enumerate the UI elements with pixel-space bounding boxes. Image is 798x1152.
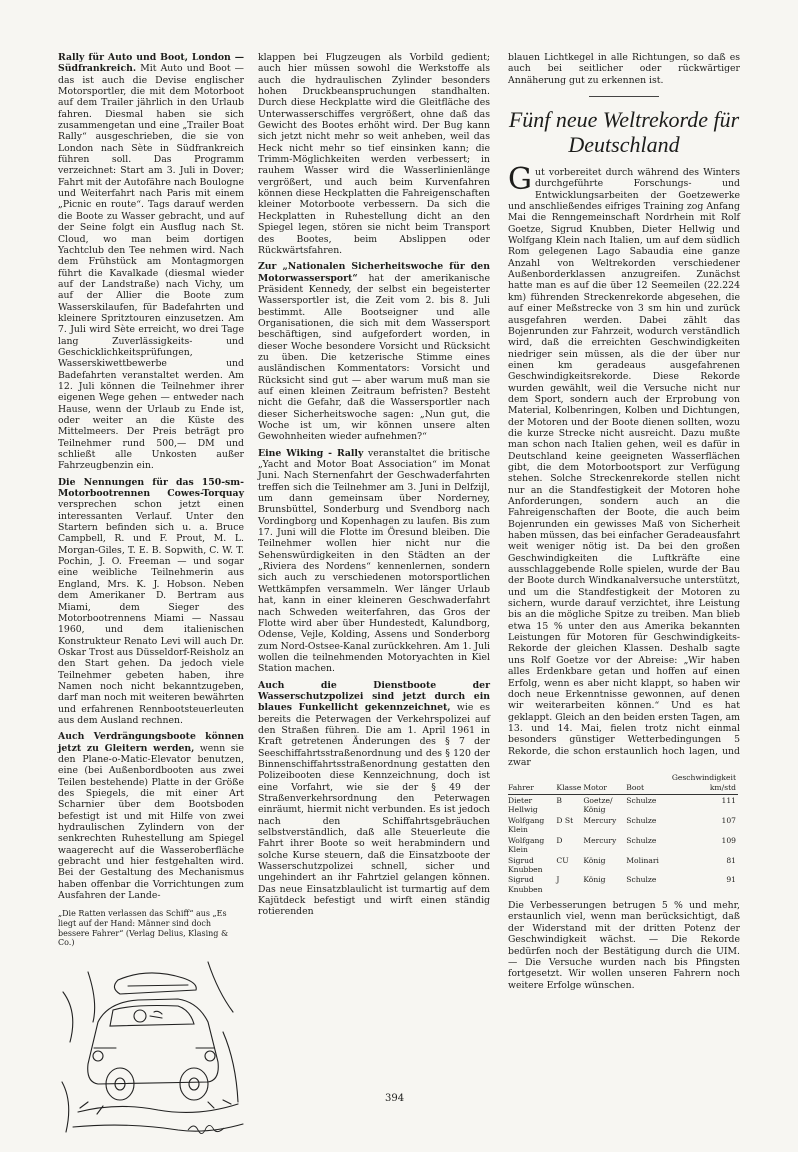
table-cell: Mercury (583, 835, 617, 845)
table-cell: D St (556, 815, 574, 825)
table-cell: 91 (726, 875, 736, 885)
table-cell: 109 (721, 835, 736, 845)
table-header: Klasse (556, 773, 583, 794)
table-cell: Schulze (626, 815, 657, 825)
article-police-boats (258, 680, 490, 918)
article-heading: Eine Wiking - Rally (258, 447, 364, 459)
article-cowes-torquay (58, 477, 244, 727)
table-header: Boot (626, 773, 661, 794)
article-plane-o-matic (58, 731, 244, 901)
table-cell: König (583, 875, 606, 885)
table-cell: Wolfgang Klein (508, 835, 545, 855)
table-row (508, 855, 738, 875)
article-title: Fünf neue Weltrekorde für Deutschland (508, 107, 740, 158)
table-header: Geschwindigkeit km/std (661, 773, 738, 794)
article-body: versprechen schon jetzt einen interessanten Verlauf. Unter den Startern befinden sich u. a. Bruce Campbell, R. und F. Prout, M. L. Morgan-Giles, T. E. B. Sopwith, C. W. T. Pochin, J. O. Freeman — und sogar eine weibliche Teilnehmerin aus England, Mrs. K. J. Hobson. Neben dem Amerikaner D. Bertram aus Miami, dem Sieger des Motorbootrennens Miami — Nassau 1960, und dem italienischen Konstrukteur Renato Levi will auch Dr. Oskar Trost aus Düsseldorf-Reisholz an den Start gehen. Da jedoch viele Teilnehmer gebeten haben, ihre Namen noch nicht bekanntzugeben, darf man noch mit weiteren bewährten und erfahrenen Rennbootsteuerleuten aus dem Ausland rechnen. (58, 499, 244, 726)
article-heading: Auch die Dienstboote der Wasserschutzpolizei sind jetzt durch ein blaues Funkellicht gekennzeichnet, (258, 679, 490, 714)
column-right (508, 52, 740, 996)
table-cell: Goetze/ König (583, 796, 613, 815)
table-row (508, 835, 738, 855)
cartoon-caption: „Die Ratten verlassen das Schiff“ aus „Es liegt auf der Hand: Männer sind doch bessere Fahrer“ (Verlag Delius, Klasing & Co.) (58, 909, 229, 948)
article-records-conclusion: Die Verbesserungen betrugen 5 % und mehr, erstaunlich viel, wenn man berücksichtigt, daß der Widerstand mit der dritten Potenz der Geschwindigkeit wächst. — Die Rekorde bedürfen noch der Bestätigung durch die UIM. — Die Versuche wurden nach bis Pfingsten fortgesetzt. Wir wollen unseren Fahrern noch weitere Erfolge wünschen. (508, 900, 740, 991)
article-body: wenn sie den Plane-o-Matic-Elevator benutzen, eine (bei Außenbordbooten aus zwei Teilen bestehende) Platte in der Größe des Spiegels, die mit einer Art Scharnier über dem Bootsboden befestigt ist und mit Hilfe von zwei hydraulischen Zylindern von der senkrechten Ruhestellung am Spiegel waagerecht auf die Wasseroberfläche gebracht und hier festgehalten wird. Bei der Gestaltung des Mechanismus haben offenbar die Vorrichtungen zum Ausfahren der Lande- (58, 742, 244, 902)
article-trailer-rally (58, 52, 244, 472)
table-cell: D (556, 835, 563, 845)
article-body: hat der amerikanische Präsident Kennedy, der selbst ein begeisterter Wassersportler ist, die Zeit vom 2. bis 8. Juli bestimmt. Alle Bootseigner und alle Organisationen, die sich mit dem Wassersport beschäftigen, sind aufgefordert worden, in dieser Woche besondere Vorsicht und Rücksicht zu üben. Die ketzerische Stimme eines ausländischen Kommentators: Vorsicht und Rücksicht sind gut — aber warum muß man sie auf einen kleinen Zeitraum befristen? Besteht nicht die Gefahr, daß die Wassersportler nach dieser Sicherheitswoche sagen: „Nun gut, die Woche ist um, wir können unsere alten Gewohnheiten wieder aufnehmen?“ (258, 272, 490, 443)
table-cell: 81 (726, 855, 736, 865)
table-cell: J (556, 875, 560, 885)
table-cell: CU (556, 855, 569, 865)
records-table (508, 773, 738, 894)
table-cell: Molinari (626, 855, 659, 865)
table-row (508, 795, 738, 815)
table-cell: 107 (721, 815, 736, 825)
table-cell: Wolfgang Klein (508, 815, 545, 835)
table-cell: 111 (721, 796, 736, 806)
cartoon-illustration (58, 952, 244, 1152)
table-cell: Sigrud Knubben (508, 855, 543, 874)
table-cell: Sigrud Knubben (508, 875, 543, 894)
table-header: Fahrer (508, 773, 556, 794)
table-cell: Schulze (626, 796, 657, 806)
article-heading: Rally für Auto und Boot, London — Südfrankreich. (58, 52, 244, 75)
article-body: Mit Auto und Boot — das ist auch die Devise englischer Motorsportler, die mit dem Motorboot auf dem Trailer jährlich in den Urlaub fahren. Diesmal haben sie sich zusammengetan und eine „Trailer Boat Rally“ ausgeschrieben, die sie von London nach Sète in Südfrankreich führen soll. Das Programm verzeichnet: Start am 3. Juli in Dover; Fahrt mit der Autofähre nach Boulogne und Weiterfahrt nach Paris mit einem „Picnic en route“. Tags darauf werden die Boote zu Wasser gebracht, und auf der Seine folgt ein Ausflug nach St. Cloud, wo man beim dortigen Yachtclub den Tee nehmen wird. Nach dem Frühstück am Montagmorgen führt die Kavalkade (diesmal wieder auf der Landstraße) nach Vichy, um auf der Allier die Boote zum Wasserskilaufen, für Badefahrten und kleinere Spritztouren einzusetzen. Am 7. Juli wird Sète erreicht, wo drei Tage lang Zuverlässigkeits- und Geschicklichkeitsprüfungen, Wasserskiwettbewerbe und Badefahrten veranstaltet werden. Am 12. Juli können die Teilnehmer ihrer eigenen Wege gehen — entweder nach Hause, wenn der Urlaub zu Ende ist, oder weiter an die Küste des Mittelmeers. Der Preis beträgt pro Teilnehmer rund 500,— DM und schließt alle Unkosten außer Fahrzeugbenzin ein. (58, 63, 244, 472)
table-cell: König (583, 855, 606, 865)
article-body: ut vorbereitet durch während des Winters durchgeführte Forschungs- und Entwicklungsarbeiten der Goetzewerke und anschließendes eifriges Training zog Anfang Mai die Renngemeinschaft Nordrhein mit Rolf Goetze, Sigrud Knubben, Dieter Hellwig und Wolfgang Klein nach Italien, um auf dem südlich Rom gelegenen Lago Sabaudia eine ganze Anzahl von Weltrekorden verschiedener Außenborderklassen anzugreifen. Zunächst hatte man es auf die über 12 Seemeilen (22.224 km) führenden Streckenrekorde abgesehen, die auf einer Meßstrecke von 3 sm hin und zurück ausgefahren werden. Dabei zählt das Bojenrunden zur Fahrzeit, wodurch verständlich wird, daß die erreichten Geschwindigkeiten niedriger sein müssen, als die der über nur einen km geradeaus ausgefahrenen Geschwindigkeitsrekorde. Diese Rekorde wurden gewählt, weil die Versuche nicht nur dem Sport, sondern auch der Erprobung von Material, Kolbenringen, Kolben und Dichtungen, der Motoren und der Boote dienen sollten, wozu die kurze Strecke nicht ausreicht. Dazu mußte man schon nach Italien gehen, weil es dafür in Deutschland keine geeigneten Wasserflächen gibt, die dem Motorbootsport zur Verfügung stehen. Solche Streckenrekorde stellen nicht nur an die Standfestigkeit der Motoren hohe Anforderungen, sondern auch an die Fahreigenschaften der Boote, die auch beim Bojenrunden ein gewisses Maß von Sicherheit haben müssen, das bei einfacher Geradeausfahrt weit weniger nötig ist. Da bei den großen Geschwindigkeiten die Luftkräfte eine ausschlaggebende Rolle spielen, wurde der Bau der Boote durch Windkanalversuche unterstützt, und um die Standfestigkeit der Motoren zu sichern, wurde darauf verzichtet, ihre Leistung bis an die mögliche Spitze zu treiben. Man blieb etwa 15 % unter den aus Amerika bekannten Leistungen für Motoren für Geschwindigkeits-Rekorde der gleichen Klassen. Deshalb sagte uns Rolf Goetze vor der Abreise: „Wir haben alles Erdenkbare getan und hoffen auf einen Erfolg, wenn es aber nicht klappt, so haben wir doch neue Erkenntnisse gewonnen, auf denen wir weiterarbeiten können.“ Und es hat geklappt. Gleich an den beiden ersten Tagen, am 13. und 14. Mai, fielen trotz nicht einmal besonders günstiger Wetterbedingungen 5 Rekorde, die schon erstaunlich hoch lagen, und zwar (508, 167, 740, 768)
article-body: veranstaltet die britische „Yacht and Motor Boat Association“ im Monat Juni. Nach Sternenfahrt der Geschwaderfahrten treffen sich die Teilnehmer am 3. Juni in Delfzijl, um dann gemeinsam über Norderney, Brunsbüttel, Sonderburg und Svendborg nach Vordingborg und Kopenhagen zu laufen. Bis zum 17. Juni will die Flotte im Öresund bleiben. Die Teilnehmer wollen hier nicht nur die Sehenswürdigkeiten in den Städten an der „Riviera des Nordens“ kennenlernen, sondern sich auch zu verschiedenen motorsportlichen Wettkämpfen versammeln. Wer länger Urlaub hat, kann in einer kleineren Geschwaderfahrt nach Schweden weiterfahren, das Gros der Flotte wird aber über Hundestedt, Kalundborg, Odense, Vejle, Kolding, Assens und Sonderborg zum Nord-Ostsee-Kanal zurückkehren. Am 1. Juli wollen die teilnehmenden Motoryachten in Kiel Station machen. (258, 447, 491, 675)
table-cell: Schulze (626, 875, 657, 885)
article-heading: Die Nennungen für das 150-sm-Motorbootrennen Cowes-Torquay (58, 476, 244, 500)
article-continuation: klappen bei Flugzeugen als Vorbild gedient; auch hier müssen sowohl die Werkstoffe als auch die hydraulischen Zylinder besonders hohen Druckbeanspruchungen standhalten. Durch diese Heckplatte wird die Gleitfläche des Unterwasserschiffes vergrößert, ohne daß das Gewicht des Bootes erhöht wird. Der Bug kann sich jetzt nicht mehr so weit anheben, weil das Heck nicht mehr so tief einsinken kann; die Trimm-Möglichkeiten werden verbessert; in rauhem Wasser wird die Wasserlinienlänge vergrößert, und auch beim Kurvenfahren können diese Heckplatten die Fahreigenschaften kleiner Motorboote verbessern. Da sich die Heckplatten in Ruhestellung dicht an den Spiegel legen, stören sie nicht beim Transport des Bootes, beim Abslippen oder Rückwärtsfahren. (258, 52, 490, 256)
table-cell: Schulze (626, 835, 657, 845)
article-safety-week (258, 261, 490, 443)
article-records (508, 162, 740, 768)
table-cell: Dieter Hellwig (508, 796, 538, 815)
article-body: wie es bereits die Peterwagen der Verkehrspolizei auf den Straßen führen. Die am 1. April 1961 in Kraft getretenen Änderungen des § 7 der Seeschiffahrtsstraßenordnung und des § 120 der Binnenschiffahrtsstraßenordnung gestatten den Polizeibooten diese Kennzeichnung, doch ist eine Vorfahrt, wie sie der § 49 der Straßenverkehrsordnung den Peterwagen einräumt, hiermit nicht verbunden. Es ist jedoch nach den Schiffahrtsgebräuchen selbstverständlich, daß alle Steuerleute die Fahrt ihrer Boote so weit herabmindern und solche Kurse steuern, daß die Einsatzboote der Wasserschutzpolizei schnell, sicher und ungehindert an ihr Fahrtziel gelangen können. Das neue Einsatzblaulicht ist turmartig auf dem Kajütdeck befestigt und wirft einen ständig rotierenden (258, 702, 490, 918)
table-row (508, 815, 738, 835)
table-header-row (508, 773, 738, 794)
table-row (508, 874, 738, 894)
article-heading: Zur „Nationalen Sicherheitswoche für den Motorwassersport“ (258, 261, 490, 284)
column-middle (258, 52, 490, 923)
article-heading: Auch Verdrängungsboote können jetzt zu Gleitern werden, (58, 731, 244, 754)
column-left (58, 52, 244, 1152)
page-number: 394 (385, 1093, 405, 1104)
article-wiking-rally (258, 448, 490, 675)
table-cell: B (556, 796, 562, 806)
section-divider (589, 96, 659, 97)
article-continuation: blauen Lichtkegel in alle Richtungen, so daß es auch bei seitlicher oder rückwärtiger Annäherung gut zu erkennen ist. (508, 52, 740, 86)
drop-cap: G (508, 162, 532, 198)
table-header: Motor (583, 773, 626, 794)
table-cell: Mercury (583, 815, 617, 825)
